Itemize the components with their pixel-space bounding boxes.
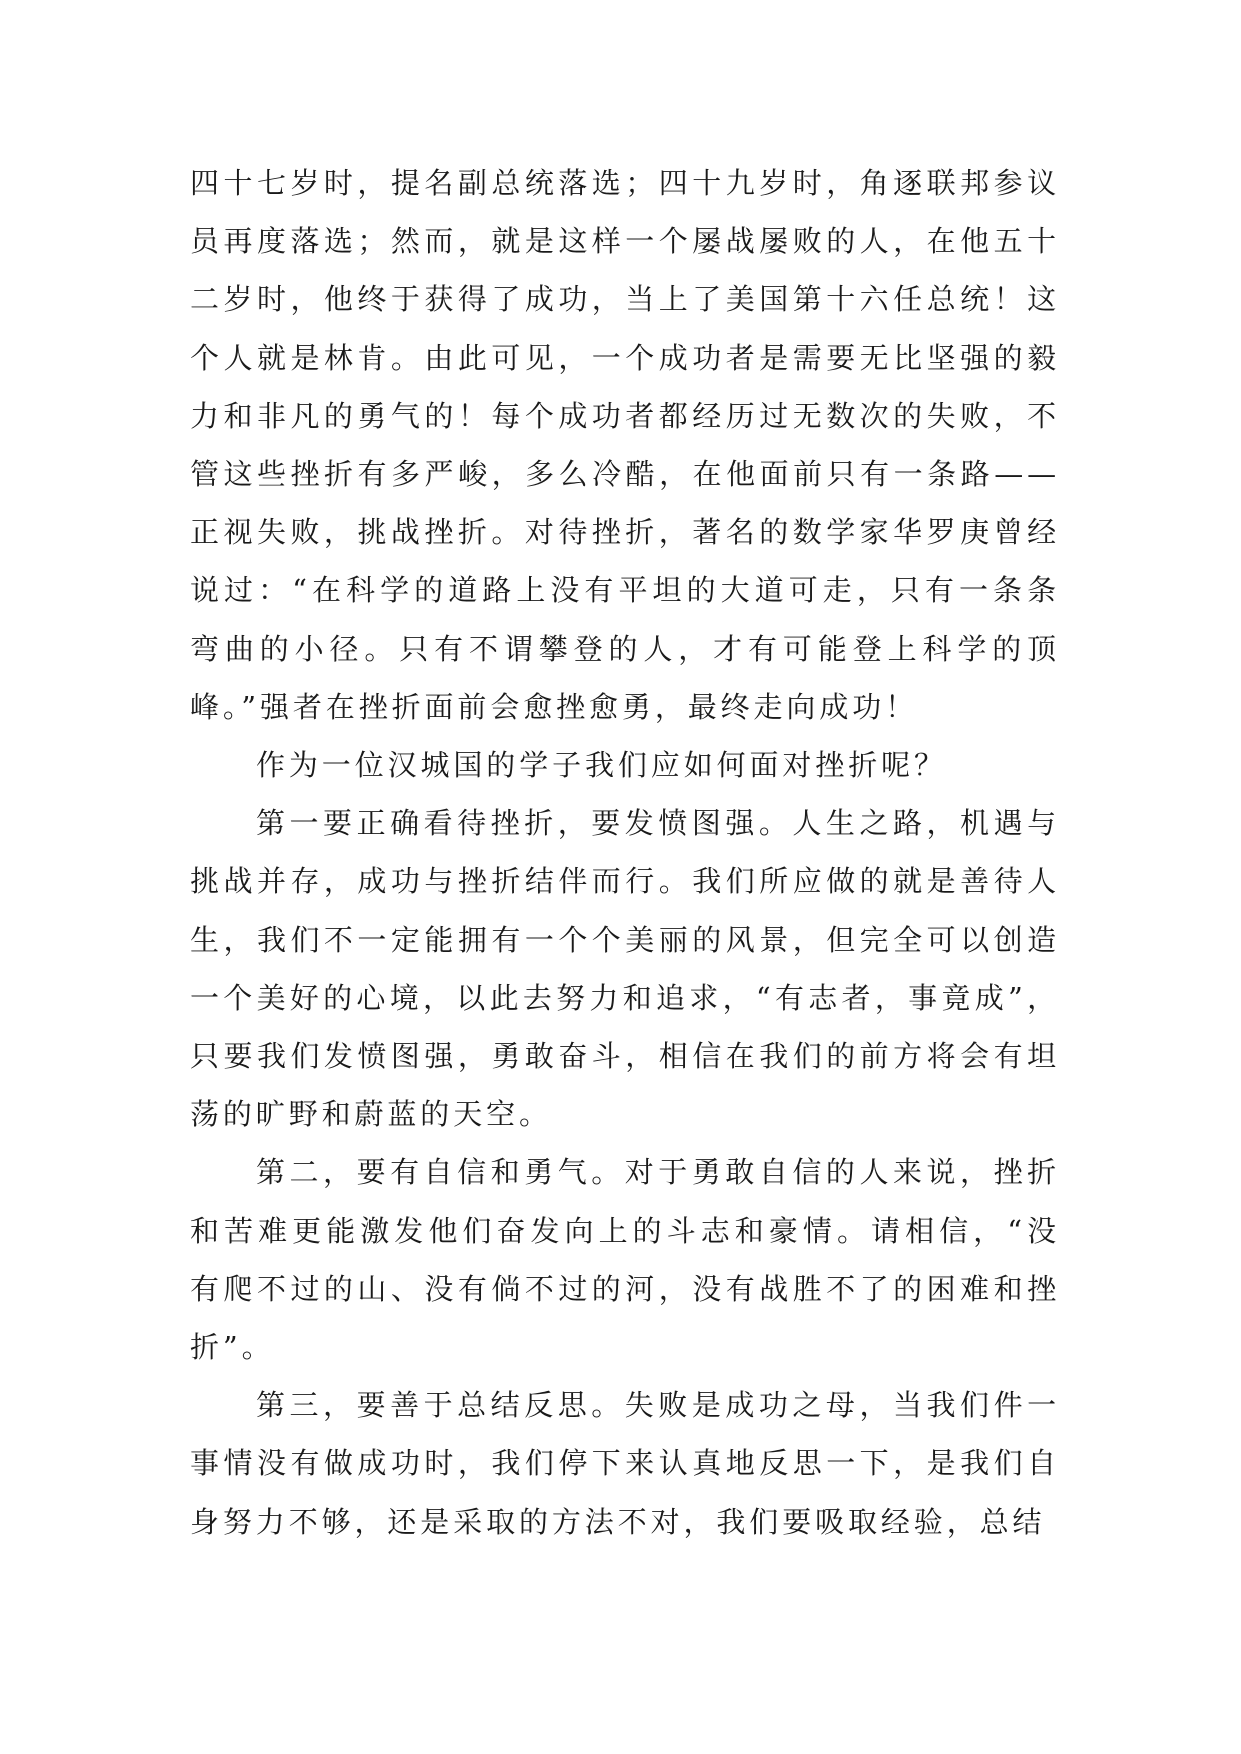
paragraph-2: 作为一位汉城国的学子我们应如何面对挫折呢？: [256, 748, 947, 783]
paragraph-3: 第一要正确看待挫折，要发愤图强。人生之路，机遇与挑战并存，成功与挫折结伴而行。我们所应做的就是善待人生，我们不一定能拥有一个个美丽的风景，但完全可以创造一个美好的心境，以此去努力和追求，“有志者，事竟成”，只要我们发愤图强，勇敢奋斗，相信在我们的前方将会有坦荡的旷野和蔚蓝的天空。: [190, 806, 1060, 1132]
paragraph-5: 第三，要善于总结反思。失败是成功之母，当我们件一事情没有做成功时，我们停下来认真地反思一下，是我们自身努力不够，还是采取的方法不对，我们要吸取经验，总结: [190, 1388, 1060, 1539]
paragraph-4: 第二，要有自信和勇气。对于勇敢自信的人来说，挫折和苦难更能激发他们奋发向上的斗志和豪情。请相信，“没有爬不过的山、没有倘不过的河，没有战胜不了的困难和挫折”。: [190, 1155, 1060, 1365]
paragraph-1: 四十七岁时，提名副总统落选；四十九岁时，角逐联邦参议员再度落选；然而，就是这样一个屡战屡败的人，在他五十二岁时，他终于获得了成功，当上了美国第十六任总统！这个人就是林肯。由此可见，一个成功者是需要无比坚强的毅力和非凡的勇气的！每个成功者都经历过无数次的失败，不管这些挫折有多严峻，多么冷酷，在他面前只有一条路——正视失败，挑战挫折。对待挫折，著名的数学家华罗庚曾经说过：“在科学的道路上没有平坦的大道可走，只有一条条弯曲的小径。只有不谓攀登的人，才有可能登上科学的顶峰。”强者在挫折面前会愈挫愈勇，最终走向成功！: [190, 166, 1060, 724]
document-body: [190, 154, 1060, 1551]
